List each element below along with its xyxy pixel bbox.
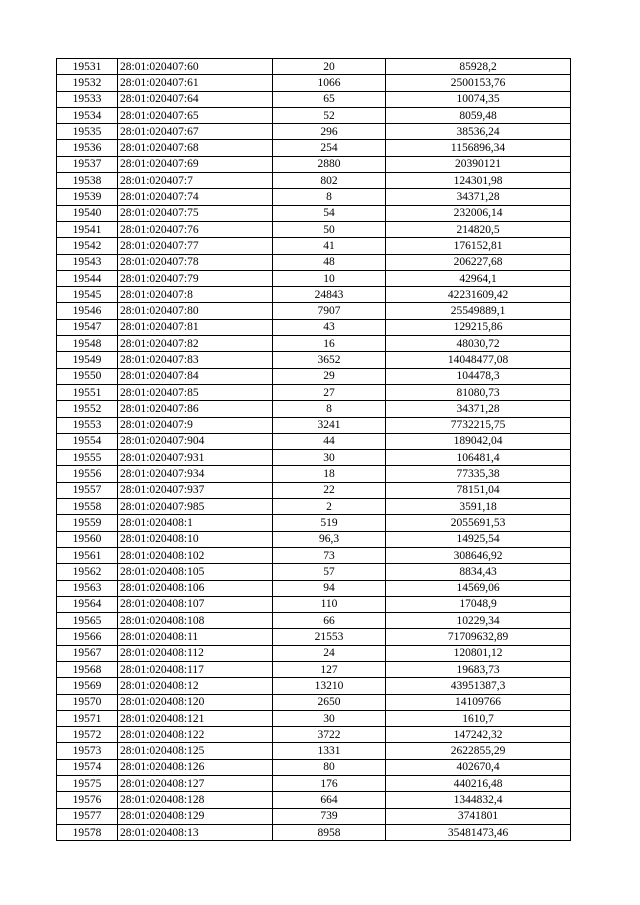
cadastral-number-cell: 28:01:020408:105 (118, 564, 273, 580)
row-number-cell: 19544 (57, 270, 118, 286)
cadastral-number-cell: 28:01:020408:128 (118, 792, 273, 808)
cadastral-value-cell: 124301,98 (386, 173, 571, 189)
area-cell: 2880 (273, 156, 386, 172)
cadastral-value-cell: 42964,1 (386, 270, 571, 286)
table-row (57, 75, 571, 91)
row-number-cell: 19534 (57, 107, 118, 123)
area-cell: 3722 (273, 727, 386, 743)
row-number-cell: 19563 (57, 580, 118, 596)
area-cell: 52 (273, 107, 386, 123)
cadastral-value-cell: 104478,3 (386, 368, 571, 384)
area-cell: 57 (273, 564, 386, 580)
row-number-cell: 19552 (57, 401, 118, 417)
area-cell: 2 (273, 499, 386, 515)
row-number-cell: 19541 (57, 221, 118, 237)
table-row (57, 352, 571, 368)
cadastral-number-cell: 28:01:020408:112 (118, 645, 273, 661)
area-cell: 80 (273, 759, 386, 775)
area-cell: 3241 (273, 417, 386, 433)
cadastral-value-cell: 189042,04 (386, 433, 571, 449)
row-number-cell: 19565 (57, 613, 118, 629)
area-cell: 18 (273, 466, 386, 482)
row-number-cell: 19549 (57, 352, 118, 368)
cadastral-value-cell: 3591,18 (386, 499, 571, 515)
table-row (57, 466, 571, 482)
area-cell: 2650 (273, 694, 386, 710)
cadastral-number-cell: 28:01:020407:69 (118, 156, 273, 172)
cadastral-number-cell: 28:01:020407:985 (118, 499, 273, 515)
table-row (57, 401, 571, 417)
table-row (57, 629, 571, 645)
table-row (57, 776, 571, 792)
area-cell: 176 (273, 776, 386, 792)
cadastral-value-cell: 440216,48 (386, 776, 571, 792)
cadastral-number-cell: 28:01:020408:107 (118, 596, 273, 612)
cadastral-number-cell: 28:01:020407:8 (118, 287, 273, 303)
cadastral-number-cell: 28:01:020407:931 (118, 450, 273, 466)
row-number-cell: 19538 (57, 173, 118, 189)
cadastral-number-cell: 28:01:020407:9 (118, 417, 273, 433)
cadastral-number-cell: 28:01:020408:122 (118, 727, 273, 743)
row-number-cell: 19578 (57, 824, 118, 840)
cadastral-number-cell: 28:01:020408:102 (118, 547, 273, 563)
table-row (57, 205, 571, 221)
row-number-cell: 19573 (57, 743, 118, 759)
cadastral-value-cell: 34371,28 (386, 189, 571, 205)
row-number-cell: 19531 (57, 59, 118, 75)
area-cell: 16 (273, 336, 386, 352)
cadastral-value-cell: 2500153,76 (386, 75, 571, 91)
table-row (57, 254, 571, 270)
area-cell: 739 (273, 808, 386, 824)
row-number-cell: 19545 (57, 287, 118, 303)
cadastral-value-cell: 81080,73 (386, 384, 571, 400)
row-number-cell: 19566 (57, 629, 118, 645)
area-cell: 8958 (273, 824, 386, 840)
cadastral-value-cell: 129215,86 (386, 319, 571, 335)
cadastral-number-cell: 28:01:020408:106 (118, 580, 273, 596)
cadastral-number-cell: 28:01:020407:75 (118, 205, 273, 221)
cadastral-number-cell: 28:01:020408:12 (118, 678, 273, 694)
cadastral-value-cell: 19683,73 (386, 661, 571, 677)
cadastral-value-cell: 232006,14 (386, 205, 571, 221)
cadastral-value-cell: 48030,72 (386, 336, 571, 352)
cadastral-number-cell: 28:01:020408:120 (118, 694, 273, 710)
cadastral-value-cell: 176152,81 (386, 238, 571, 254)
table-row (57, 450, 571, 466)
cadastral-number-cell: 28:01:020407:77 (118, 238, 273, 254)
area-cell: 44 (273, 433, 386, 449)
table-row (57, 564, 571, 580)
area-cell: 110 (273, 596, 386, 612)
area-cell: 22 (273, 482, 386, 498)
area-cell: 54 (273, 205, 386, 221)
table-row (57, 91, 571, 107)
row-number-cell: 19542 (57, 238, 118, 254)
table-body (57, 59, 571, 841)
area-cell: 29 (273, 368, 386, 384)
cadastral-number-cell: 28:01:020407:80 (118, 303, 273, 319)
row-number-cell: 19543 (57, 254, 118, 270)
area-cell: 73 (273, 547, 386, 563)
table-row (57, 792, 571, 808)
row-number-cell: 19562 (57, 564, 118, 580)
row-number-cell: 19533 (57, 91, 118, 107)
row-number-cell: 19557 (57, 482, 118, 498)
area-cell: 519 (273, 515, 386, 531)
table-row (57, 124, 571, 140)
cadastral-number-cell: 28:01:020408:11 (118, 629, 273, 645)
area-cell: 96,3 (273, 531, 386, 547)
row-number-cell: 19570 (57, 694, 118, 710)
cadastral-value-cell: 206227,68 (386, 254, 571, 270)
cadastral-value-cell: 3741801 (386, 808, 571, 824)
cadastral-number-cell: 28:01:020407:60 (118, 59, 273, 75)
area-cell: 27 (273, 384, 386, 400)
area-cell: 8 (273, 189, 386, 205)
table-row (57, 499, 571, 515)
cadastral-value-cell: 10229,34 (386, 613, 571, 629)
table-row (57, 433, 571, 449)
table-row (57, 319, 571, 335)
row-number-cell: 19546 (57, 303, 118, 319)
area-cell: 664 (273, 792, 386, 808)
cadastral-value-cell: 402670,4 (386, 759, 571, 775)
area-cell: 50 (273, 221, 386, 237)
cadastral-number-cell: 28:01:020407:85 (118, 384, 273, 400)
table-row (57, 221, 571, 237)
cadastral-number-cell: 28:01:020407:76 (118, 221, 273, 237)
cadastral-value-cell: 120801,12 (386, 645, 571, 661)
table-row (57, 515, 571, 531)
row-number-cell: 19532 (57, 75, 118, 91)
table-row (57, 661, 571, 677)
table-row (57, 384, 571, 400)
row-number-cell: 19577 (57, 808, 118, 824)
cadastral-number-cell: 28:01:020407:79 (118, 270, 273, 286)
cadastral-number-cell: 28:01:020407:78 (118, 254, 273, 270)
table-row (57, 645, 571, 661)
cadastral-value-cell: 17048,9 (386, 596, 571, 612)
area-cell: 66 (273, 613, 386, 629)
cadastral-value-cell: 2622855,29 (386, 743, 571, 759)
cadastral-value-cell: 35481473,46 (386, 824, 571, 840)
cadastral-value-cell: 78151,04 (386, 482, 571, 498)
row-number-cell: 19576 (57, 792, 118, 808)
cadastral-number-cell: 28:01:020408:129 (118, 808, 273, 824)
row-number-cell: 19560 (57, 531, 118, 547)
row-number-cell: 19575 (57, 776, 118, 792)
table-row (57, 743, 571, 759)
area-cell: 8 (273, 401, 386, 417)
table-row (57, 824, 571, 840)
cadastral-number-cell: 28:01:020408:127 (118, 776, 273, 792)
cadastral-value-cell: 8059,48 (386, 107, 571, 123)
area-cell: 48 (273, 254, 386, 270)
cadastral-number-cell: 28:01:020408:125 (118, 743, 273, 759)
table-row (57, 482, 571, 498)
row-number-cell: 19564 (57, 596, 118, 612)
cadastral-number-cell: 28:01:020408:13 (118, 824, 273, 840)
row-number-cell: 19554 (57, 433, 118, 449)
row-number-cell: 19550 (57, 368, 118, 384)
cadastral-number-cell: 28:01:020407:904 (118, 433, 273, 449)
cadastral-value-cell: 38536,24 (386, 124, 571, 140)
area-cell: 43 (273, 319, 386, 335)
cadastral-value-cell: 25549889,1 (386, 303, 571, 319)
cadastral-number-cell: 28:01:020408:126 (118, 759, 273, 775)
area-cell: 20 (273, 59, 386, 75)
row-number-cell: 19548 (57, 336, 118, 352)
cadastral-value-cell: 1156896,34 (386, 140, 571, 156)
cadastral-value-cell: 14109766 (386, 694, 571, 710)
table-row (57, 759, 571, 775)
area-cell: 30 (273, 450, 386, 466)
row-number-cell: 19571 (57, 710, 118, 726)
cadastral-number-cell: 28:01:020407:86 (118, 401, 273, 417)
cadastral-number-cell: 28:01:020407:68 (118, 140, 273, 156)
cadastral-number-cell: 28:01:020407:84 (118, 368, 273, 384)
cadastral-number-cell: 28:01:020407:82 (118, 336, 273, 352)
table-row (57, 238, 571, 254)
row-number-cell: 19536 (57, 140, 118, 156)
row-number-cell: 19537 (57, 156, 118, 172)
cadastral-value-cell: 7732215,75 (386, 417, 571, 433)
area-cell: 41 (273, 238, 386, 254)
area-cell: 1066 (273, 75, 386, 91)
row-number-cell: 19561 (57, 547, 118, 563)
table-row (57, 613, 571, 629)
table-row (57, 59, 571, 75)
cadastral-number-cell: 28:01:020408:1 (118, 515, 273, 531)
row-number-cell: 19559 (57, 515, 118, 531)
cadastral-value-cell: 14048477,08 (386, 352, 571, 368)
area-cell: 30 (273, 710, 386, 726)
cadastral-number-cell: 28:01:020408:10 (118, 531, 273, 547)
cadastral-value-cell: 71709632,89 (386, 629, 571, 645)
row-number-cell: 19551 (57, 384, 118, 400)
row-number-cell: 19568 (57, 661, 118, 677)
cadastral-value-cell: 85928,2 (386, 59, 571, 75)
area-cell: 13210 (273, 678, 386, 694)
area-cell: 21553 (273, 629, 386, 645)
cadastral-number-cell: 28:01:020407:81 (118, 319, 273, 335)
row-number-cell: 19558 (57, 499, 118, 515)
area-cell: 1331 (273, 743, 386, 759)
area-cell: 94 (273, 580, 386, 596)
area-cell: 65 (273, 91, 386, 107)
area-cell: 254 (273, 140, 386, 156)
row-number-cell: 19567 (57, 645, 118, 661)
table-row (57, 580, 571, 596)
table-row (57, 336, 571, 352)
area-cell: 127 (273, 661, 386, 677)
cadastral-value-cell: 214820,5 (386, 221, 571, 237)
table-row (57, 156, 571, 172)
cadastral-value-cell: 2055691,53 (386, 515, 571, 531)
table-row (57, 547, 571, 563)
area-cell: 10 (273, 270, 386, 286)
cadastral-value-cell: 42231609,42 (386, 287, 571, 303)
area-cell: 296 (273, 124, 386, 140)
table-row (57, 270, 571, 286)
table-row (57, 808, 571, 824)
cadastral-number-cell: 28:01:020407:65 (118, 107, 273, 123)
table-row (57, 368, 571, 384)
cadastral-number-cell: 28:01:020407:934 (118, 466, 273, 482)
cadastral-value-cell: 20390121 (386, 156, 571, 172)
cadastral-number-cell: 28:01:020407:83 (118, 352, 273, 368)
cadastral-value-cell: 10074,35 (386, 91, 571, 107)
area-cell: 24843 (273, 287, 386, 303)
cadastral-value-cell: 14925,54 (386, 531, 571, 547)
row-number-cell: 19535 (57, 124, 118, 140)
cadastral-value-cell: 308646,92 (386, 547, 571, 563)
area-cell: 802 (273, 173, 386, 189)
cadastral-number-cell: 28:01:020407:67 (118, 124, 273, 140)
row-number-cell: 19555 (57, 450, 118, 466)
cadastral-value-cell: 77335,38 (386, 466, 571, 482)
table-row (57, 303, 571, 319)
cadastral-value-cell: 1344832,4 (386, 792, 571, 808)
row-number-cell: 19539 (57, 189, 118, 205)
cadastral-value-cell: 14569,06 (386, 580, 571, 596)
cadastral-value-table (56, 58, 571, 841)
row-number-cell: 19547 (57, 319, 118, 335)
area-cell: 3652 (273, 352, 386, 368)
table-row (57, 596, 571, 612)
cadastral-value-cell: 106481,4 (386, 450, 571, 466)
cadastral-value-cell: 147242,32 (386, 727, 571, 743)
table-row (57, 287, 571, 303)
table-row (57, 417, 571, 433)
cadastral-number-cell: 28:01:020408:121 (118, 710, 273, 726)
row-number-cell: 19553 (57, 417, 118, 433)
row-number-cell: 19556 (57, 466, 118, 482)
row-number-cell: 19540 (57, 205, 118, 221)
cadastral-number-cell: 28:01:020408:108 (118, 613, 273, 629)
cadastral-number-cell: 28:01:020407:74 (118, 189, 273, 205)
cadastral-number-cell: 28:01:020407:61 (118, 75, 273, 91)
cadastral-number-cell: 28:01:020407:7 (118, 173, 273, 189)
row-number-cell: 19572 (57, 727, 118, 743)
cadastral-number-cell: 28:01:020407:64 (118, 91, 273, 107)
row-number-cell: 19569 (57, 678, 118, 694)
table-row (57, 727, 571, 743)
area-cell: 24 (273, 645, 386, 661)
table-row (57, 531, 571, 547)
table-row (57, 694, 571, 710)
area-cell: 7907 (273, 303, 386, 319)
cadastral-value-cell: 1610,7 (386, 710, 571, 726)
cadastral-value-cell: 34371,28 (386, 401, 571, 417)
row-number-cell: 19574 (57, 759, 118, 775)
table-row (57, 678, 571, 694)
cadastral-value-cell: 43951387,3 (386, 678, 571, 694)
table-row (57, 107, 571, 123)
table-row (57, 710, 571, 726)
cadastral-value-cell: 8834,43 (386, 564, 571, 580)
table-row (57, 173, 571, 189)
cadastral-number-cell: 28:01:020407:937 (118, 482, 273, 498)
table-row (57, 189, 571, 205)
table-row (57, 140, 571, 156)
cadastral-number-cell: 28:01:020408:117 (118, 661, 273, 677)
